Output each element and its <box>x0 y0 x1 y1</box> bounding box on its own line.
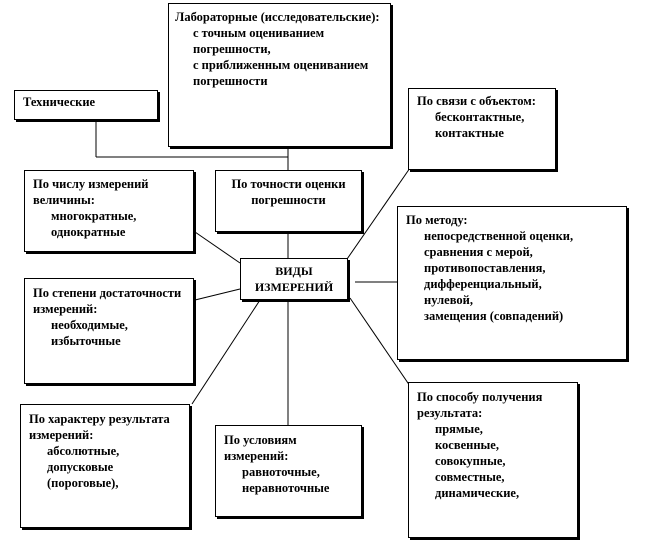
method-item: замещения (совпадений) <box>424 309 564 323</box>
conditions-box <box>215 425 362 517</box>
center-box <box>240 258 348 300</box>
by-count-title: По числу измерений величины: <box>33 177 149 207</box>
obtaining-item: прямые, <box>435 422 483 436</box>
result-char-item: допусковые (пороговые), <box>47 460 119 490</box>
method-item: непосредственной оценки, <box>424 229 574 243</box>
center-title: ВИДЫ ИЗМЕРЕНИЙ <box>254 264 334 294</box>
object-link-item: бесконтактные, <box>435 110 525 124</box>
sufficiency-item: необходимые, <box>51 318 128 332</box>
object-link-title: По связи с объектом: <box>417 94 536 108</box>
lab-title: Лабораторные (исследовательские): <box>175 10 380 24</box>
result-char-title: По характеру результата измерений: <box>29 412 170 442</box>
lab-item: с точным оцениванием погрешности, <box>193 26 325 56</box>
result-char-box <box>20 404 190 528</box>
obtaining-item: совместные, <box>435 470 505 484</box>
method-title: По методу: <box>406 213 468 227</box>
sufficiency-box <box>24 278 194 384</box>
sufficiency-title: По степени достаточности измерений: <box>33 286 182 316</box>
by-count-item: однократные <box>51 225 126 239</box>
connector-result-char <box>192 300 260 404</box>
accuracy-box <box>215 170 362 232</box>
obtaining-item: косвенные, <box>435 438 499 452</box>
technical-title: Технические <box>23 95 96 109</box>
method-item: противопоставления, <box>424 261 546 275</box>
obtaining-box <box>408 382 578 538</box>
conditions-item: равноточные, <box>242 465 320 479</box>
connector-by-count <box>195 232 240 263</box>
object-link-item: контактные <box>435 126 504 140</box>
sufficiency-item: избыточные <box>51 334 121 348</box>
conditions-title: По условиям измерений: <box>224 433 297 463</box>
by-count-box <box>24 170 194 252</box>
object-link-box <box>408 88 556 170</box>
method-item: нулевой, <box>424 293 473 307</box>
result-char-item: абсолютные, <box>47 444 120 458</box>
obtaining-item: динамические, <box>435 486 520 500</box>
obtaining-title: По способу получения результата: <box>417 390 543 420</box>
connector-sufficiency <box>195 289 240 300</box>
method-item: сравнения с мерой, <box>424 245 533 259</box>
method-item: дифференциальный, <box>424 277 542 291</box>
conditions-item: неравноточные <box>242 481 330 495</box>
technical-box <box>14 90 158 120</box>
accuracy-title: По точности оценки погрешности <box>231 177 346 207</box>
method-box <box>397 206 627 360</box>
lab-box <box>168 3 391 147</box>
lab-item: с приближенным оцениванием погрешности <box>193 58 369 88</box>
by-count-item: многократные, <box>51 209 137 223</box>
obtaining-item: совокупные, <box>435 454 506 468</box>
